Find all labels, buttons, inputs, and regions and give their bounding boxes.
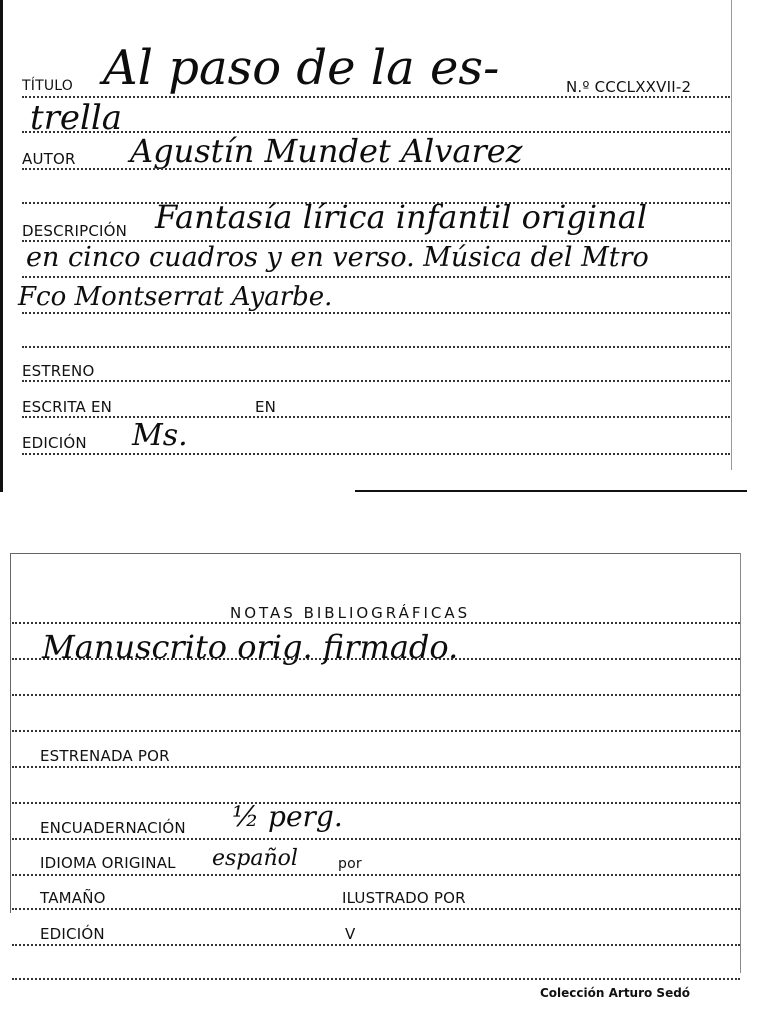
estreno-line	[22, 380, 730, 382]
autor-line	[22, 168, 730, 170]
edicion-label-bottom: EDICIÓN	[40, 925, 105, 943]
titulo-line	[22, 96, 730, 98]
idioma-label: IDIOMA ORIGINAL	[40, 854, 176, 872]
ilustrado-por-label: ILUSTRADO POR	[342, 889, 466, 907]
tamano-label: TAMAÑO	[40, 889, 106, 907]
edicion-line-bottom	[12, 944, 740, 946]
encuadernacion-label: ENCUADERNACIÓN	[40, 819, 186, 837]
escrita-en-label: ESCRITA EN	[22, 398, 113, 416]
titulo-value-line1: Al paso de la es-	[103, 40, 500, 96]
notas-value: Manuscrito orig. firmado.	[42, 628, 459, 666]
idioma-value: español	[212, 846, 298, 871]
idioma-line	[12, 874, 740, 876]
escrita-en-line	[22, 416, 730, 418]
v-label: V	[345, 925, 356, 943]
autor-label: AUTOR	[22, 150, 76, 168]
notas-line-2	[12, 658, 740, 660]
descripcion-line2: en cinco cuadros y en verso. Música del Mtro	[26, 242, 649, 273]
por-label: por	[338, 856, 362, 872]
top-card-right-border	[731, 0, 732, 470]
edicion-value: Ms.	[132, 418, 188, 453]
descripcion-label: DESCRIPCIÓN	[22, 222, 128, 240]
descripcion-line-c	[22, 312, 730, 314]
estrenada-line	[12, 766, 740, 768]
descripcion-line-b	[22, 276, 730, 278]
tamano-line	[12, 908, 740, 910]
bottom-card-right-border	[740, 553, 741, 973]
encuadernacion-value: ½ perg.	[232, 800, 343, 833]
last-line	[12, 978, 740, 980]
edicion-label: EDICIÓN	[22, 434, 87, 452]
descripcion-line3: Fco Montserrat Ayarbe.	[18, 282, 333, 312]
bottom-card-top-border	[10, 553, 740, 554]
numero-value: N.º CCCLXXVII-2	[566, 78, 692, 96]
notas-heading: NOTAS BIBLIOGRÁFICAS	[230, 604, 471, 622]
descripcion-line-d	[22, 346, 730, 348]
encuadernacion-line	[12, 838, 740, 840]
titulo-value-line2: trella	[30, 98, 123, 138]
en-label: EN	[255, 398, 277, 416]
edicion-line	[22, 453, 730, 455]
estrenada-por-label: ESTRENADA POR	[40, 747, 170, 765]
descripcion-line1: Fantasía lírica infantil original	[155, 198, 648, 236]
notas-line-1	[12, 622, 740, 624]
autor-value: Agustín Mundet Alvarez	[130, 132, 523, 170]
estreno-label: ESTRENO	[22, 362, 95, 380]
titulo-label: TÍTULO	[22, 78, 73, 94]
blank-line-1	[12, 802, 740, 804]
notas-line-3	[12, 694, 740, 696]
notas-line-4	[12, 730, 740, 732]
top-card-left-border	[0, 0, 3, 492]
collection-footer: Colección Arturo Sedó	[540, 986, 691, 1000]
bottom-card-left-border	[10, 553, 11, 913]
top-card-bottom-border	[355, 490, 747, 492]
